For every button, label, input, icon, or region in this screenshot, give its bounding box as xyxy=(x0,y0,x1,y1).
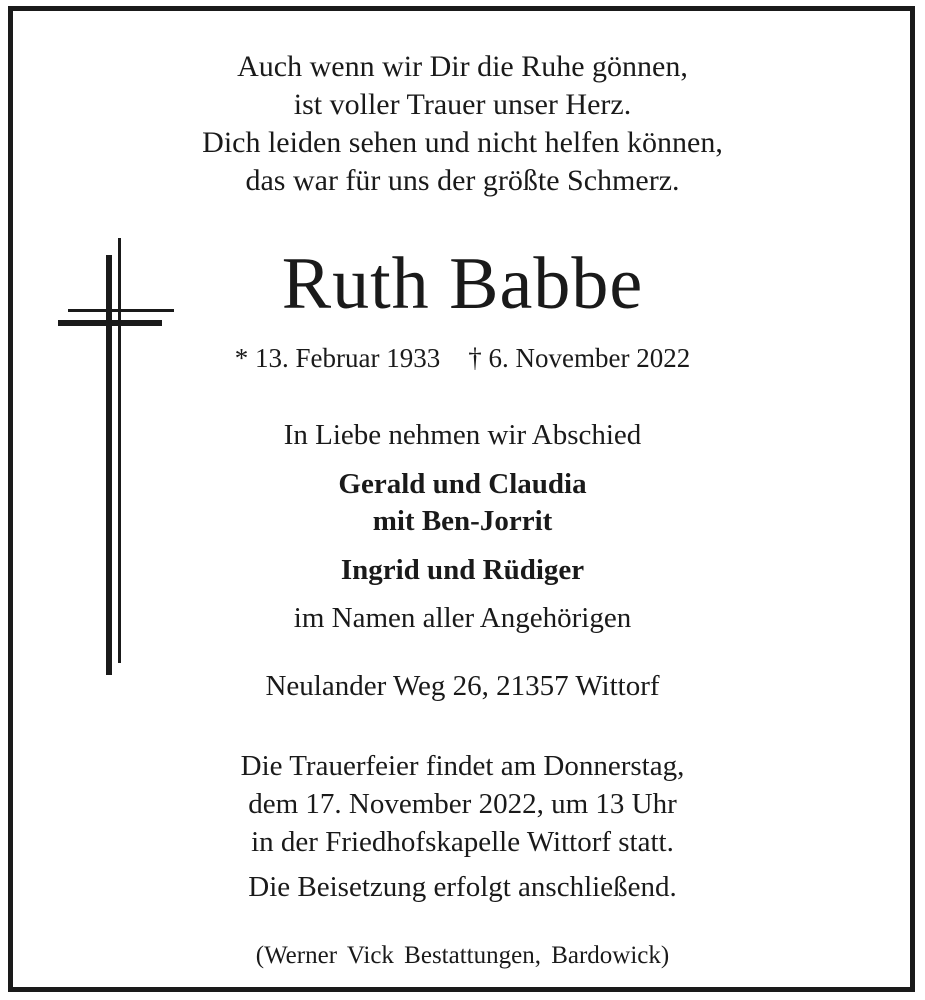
burial-note: Die Beisetzung erfolgt anschließend. xyxy=(248,871,677,903)
service-line-2: dem 17. November 2022, um 13 Uhr xyxy=(248,788,677,820)
service-line-1: Die Trauerfeier findet am Donnerstag, xyxy=(240,750,685,782)
life-dates xyxy=(0,341,925,375)
closing-line: im Namen aller Angehörigen xyxy=(293,602,632,634)
verse-line-2: ist voller Trauer unser Herz. xyxy=(293,88,632,121)
service-line-3: in der Friedhofskapelle Wittorf statt. xyxy=(251,826,674,858)
birth-date: * 13. Februar 1933 xyxy=(234,343,441,373)
family-1-line-1: Gerald und Claudia xyxy=(338,468,587,500)
verse-line-3: Dich leiden sehen und nicht helfen können, xyxy=(202,126,723,159)
death-date: † 6. November 2022 xyxy=(468,343,691,373)
verse-line-4: das war für uns der größte Schmerz. xyxy=(245,164,680,197)
family-2: Ingrid und Rüdiger xyxy=(340,554,585,586)
undertaker: (Werner Vick Bestattungen, Bardowick) xyxy=(255,942,670,969)
family-1-line-2: mit Ben-Jorrit xyxy=(372,505,553,537)
verse-line-1: Auch wenn wir Dir die Ruhe gönnen, xyxy=(237,50,688,83)
address: Neulander Weg 26, 21357 Wittorf xyxy=(265,670,660,702)
deceased-name: Ruth Babbe xyxy=(281,243,644,325)
farewell-intro: In Liebe nehmen wir Abschied xyxy=(283,419,642,451)
